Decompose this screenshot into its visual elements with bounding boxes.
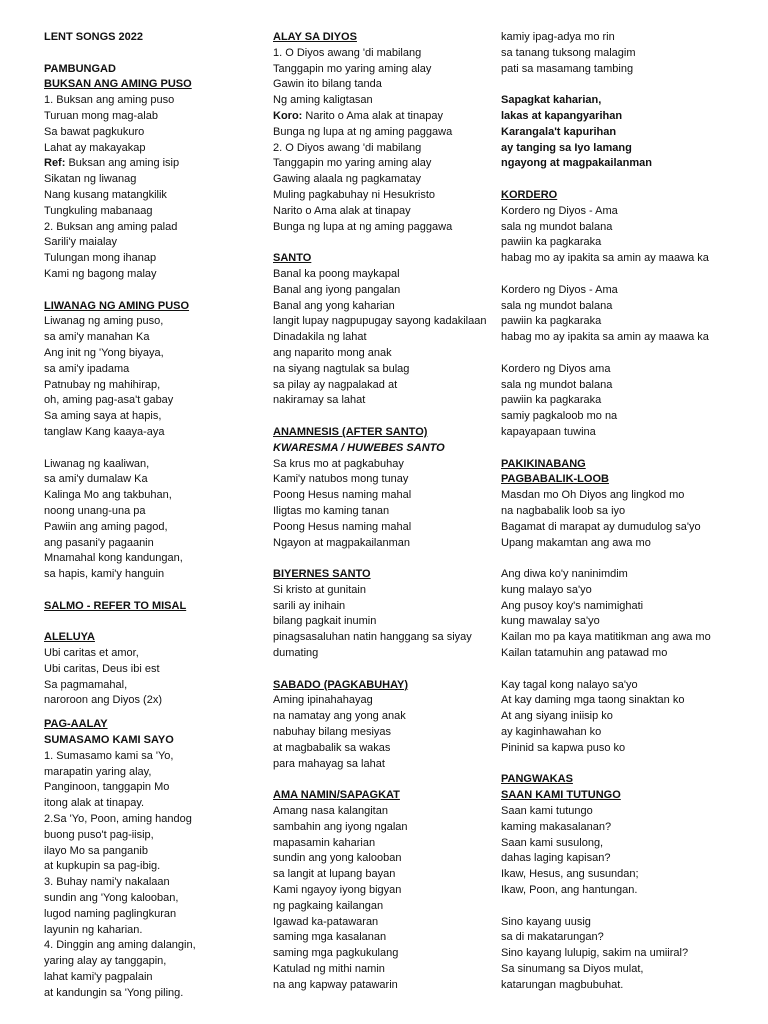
- lyric-line: sala ng mundot balana: [501, 299, 613, 312]
- lyric-line: lahat kami'y pagpalain: [44, 971, 153, 984]
- lyric-line: Kami'y natubos mong tunay: [273, 473, 409, 486]
- lyric-line: Sapagkat kaharian,: [501, 94, 602, 107]
- section-pangwakas: PANGWAKAS: [501, 773, 573, 786]
- lyric-line: habag mo ay ipakita sa amin ay maawa ka: [501, 331, 709, 344]
- lyric-line: Banal ka poong maykapal: [273, 267, 400, 280]
- song-lines-pagbabalik-2: [501, 567, 761, 662]
- lyric-line: Masdan mo Oh Diyos ang lingkod mo: [501, 489, 685, 502]
- lyric-line: nakiramay sa lahat: [273, 394, 366, 407]
- song-lines-sapagkat: [501, 93, 761, 172]
- lyric-line: ang naparito mong anak: [273, 346, 392, 359]
- song-title-pagbabalik: PAGBABALIK-LOOB: [501, 473, 609, 486]
- lyric-line: kapayapaan tuwina: [501, 425, 596, 438]
- lyric-line: sundin ang 'Yong kalooban,: [44, 892, 179, 905]
- lyric-text: Narito o Ama alak at tinapay: [302, 109, 443, 122]
- song-lines-liwanag-2: [44, 457, 256, 583]
- lyric-line: Saan kami susulong,: [501, 836, 604, 849]
- lyric-line: samiy pagkaloob mo na: [501, 410, 618, 423]
- lyric-line: Lahat ay makayakap: [44, 141, 146, 154]
- lyric-line: At ang siyang iniisip ko: [501, 710, 613, 723]
- lyric-line: [273, 109, 493, 125]
- song-subtitle-kwaresma: KWARESMA / HUWEBES SANTO: [273, 441, 445, 454]
- lyric-line: sa ami'y dumalaw Ka: [44, 473, 148, 486]
- lyric-line: para mahayag sa lahat: [273, 757, 385, 770]
- lyric-line: ang pasani'y pagaanin: [44, 536, 154, 549]
- lyric-line: kaming makasalanan?: [501, 820, 612, 833]
- lyric-line: pawiin ka pagkaraka: [501, 236, 602, 249]
- lyric-line: 1. Sumasamo kami sa 'Yo,: [44, 749, 174, 762]
- song-lines-saan-2: [501, 915, 761, 994]
- lyric-line: Katulad ng mithi namin: [273, 963, 385, 976]
- lyric-line: Kordero ng Diyos - Ama: [501, 283, 618, 296]
- lyric-line: Tulungan mong ihanap: [44, 252, 157, 265]
- lyric-line: sundin ang yong kalooban: [273, 852, 402, 865]
- lyric-line: langit lupay nagpupugay sayong kadakilaan: [273, 315, 487, 328]
- lyric-line: sala ng mundot balana: [501, 220, 613, 233]
- lyric-line: Dinadakila ng lahat: [273, 331, 367, 344]
- lyric-line: Narito o Ama alak at tinapay: [273, 204, 411, 217]
- lyric-line: bilang pagkait inumin: [273, 615, 377, 628]
- song-lines-liwanag-1: [44, 314, 256, 440]
- lyric-line: na namatay ang yong anak: [273, 710, 406, 723]
- song-lines-pagbabalik-3: [501, 678, 761, 757]
- section-salmo: SALMO - REFER TO MISAL: [44, 599, 187, 612]
- lyric-line: Pininid sa kapwa puso ko: [501, 741, 626, 754]
- song-title-biyernes: BIYERNES SANTO: [273, 568, 371, 581]
- lyric-line: dumating: [273, 647, 319, 660]
- song-lines-anamnesis: [273, 457, 493, 552]
- lyric-line: Igawad ka-patawaran: [273, 915, 379, 928]
- lyric-line: Kay tagal kong nalayo sa'yo: [501, 678, 638, 691]
- lyric-line: layunin ng kaharian.: [44, 923, 143, 936]
- lyric-line: na ang kapway patawarin: [273, 978, 398, 991]
- lyric-line: Liwanag ng aming puso,: [44, 315, 164, 328]
- section-pambungad: PAMBUNGAD: [44, 62, 116, 75]
- lyric-line: tanglaw Kang kaaya-aya: [44, 425, 165, 438]
- lyric-line: marapatin yaring alay,: [44, 765, 152, 778]
- song-title-saan: SAAN KAMI TUTUNGO: [501, 789, 621, 802]
- lyric-line: At kay daming mga taong sinaktan ko: [501, 694, 685, 707]
- lyric-line: 4. Dinggin ang aming dalangin,: [44, 939, 196, 952]
- lyric-line: sa ami'y manahan Ka: [44, 331, 150, 344]
- lyric-line: Ikaw, Hesus, ang susundan;: [501, 868, 639, 881]
- lyric-line: Amang nasa kalangitan: [273, 805, 388, 818]
- lyric-line: Sa krus mo at pagkabuhay: [273, 457, 404, 470]
- lyric-line: na nagbabalik loob sa iyo: [501, 504, 626, 517]
- lyric-line: Panginoon, tanggapin Mo: [44, 781, 170, 794]
- lyric-line: Mnamahal kong kandungan,: [44, 552, 183, 565]
- lyric-line: itong alak at tinapay.: [44, 797, 145, 810]
- lyric-line: dahas laging kapisan?: [501, 852, 611, 865]
- lyric-line: Gawin ito bilang tanda: [273, 78, 382, 91]
- lyric-line: pawiin ka pagkaraka: [501, 315, 602, 328]
- lyric-line: Pawiin ang aming pagod,: [44, 520, 168, 533]
- song-title-sumasamo: SUMASAMO KAMI SAYO: [44, 734, 174, 747]
- lyric-line: Sa pagmamahal,: [44, 678, 128, 691]
- lyric-line: at kandungin sa 'Yong piling.: [44, 986, 184, 999]
- song-lines-kordero-3: [501, 362, 761, 441]
- lyric-line: Sikatan ng liwanag: [44, 173, 137, 186]
- lyric-line: saming mga kasalanan: [273, 931, 387, 944]
- lyric-line: naroroon ang Diyos (2x): [44, 694, 163, 707]
- lyric-line: ilayo Mo sa panganib: [44, 844, 148, 857]
- lyric-line: noong unang-una pa: [44, 504, 146, 517]
- song-title-kordero: KORDERO: [501, 188, 558, 201]
- song-title-ama: AMA NAMIN/SAPAGKAT: [273, 789, 400, 802]
- lyric-line: Muling pagkabuhay ni Hesukristo: [273, 188, 436, 201]
- column-3: [501, 30, 761, 994]
- lyric-line: 1. O Diyos awang 'di mabilang: [273, 46, 422, 59]
- lyric-label: Koro:: [273, 109, 303, 122]
- lyric-line: Kami ng bagong malay: [44, 267, 157, 280]
- song-title-anamnesis: ANAMNESIS (AFTER SANTO): [273, 425, 428, 438]
- song-lines-pagbabalik-1: [501, 488, 761, 551]
- lyric-line: Nang kusang matangkilik: [44, 188, 167, 201]
- lyric-line: 3. Buhay nami'y nakalaan: [44, 876, 170, 889]
- lyric-line: sarili ay inihain: [273, 599, 346, 612]
- lyric-line: Sa aming saya at hapis,: [44, 410, 162, 423]
- lyric-line: pati sa masamang tambing: [501, 62, 634, 75]
- lyric-line: Kailan tatamuhin ang patawad mo: [501, 647, 668, 660]
- song-lines-aleluya: [44, 646, 256, 709]
- lyric-line: Karangala't kapurihan: [501, 125, 617, 138]
- lyric-line: pinagsasaluhan natin hanggang sa siyay: [273, 631, 472, 644]
- lyric-line: Tungkuling mabanaag: [44, 204, 153, 217]
- lyric-line: Patnubay ng mahihirap,: [44, 378, 161, 391]
- lyric-line: Bunga ng lupa at ng aming paggawa: [273, 125, 453, 138]
- song-lines-buksan: [44, 93, 256, 283]
- section-pakikinabang: PAKIKINABANG: [501, 457, 586, 470]
- song-lines-sabado: [273, 693, 493, 772]
- lyric-line: Ubi caritas et amor,: [44, 647, 139, 660]
- song-title-sabado: SABADO (PAGKABUHAY): [273, 678, 409, 691]
- lyric-line: lugod naming paglingkuran: [44, 907, 177, 920]
- lyric-line: saming mga pagkukulang: [273, 947, 399, 960]
- lyric-line: Bagamat di marapat ay dumudulog sa'yo: [501, 520, 701, 533]
- lyric-line: sambahin ang iyong ngalan: [273, 820, 408, 833]
- song-title-aleluya: ALELUYA: [44, 631, 95, 644]
- song-lines-saan-1: [501, 804, 761, 899]
- lyric-line: ng pagkaing kailangan: [273, 899, 384, 912]
- lyric-line: Ubi caritas, Deus ibi est: [44, 662, 160, 675]
- song-title-buksan: BUKSAN ANG AMING PUSO: [44, 78, 192, 91]
- lyric-line: sa langit at lupang bayan: [273, 868, 396, 881]
- lyric-line: kung malayo sa'yo: [501, 583, 592, 596]
- lyric-line: Poong Hesus naming mahal: [273, 489, 412, 502]
- lyric-line: Ikaw, Poon, ang hantungan.: [501, 884, 638, 897]
- lyric-line: sa pilay ay nagpalakad at: [273, 378, 398, 391]
- lyric-line: sa tanang tuksong malagim: [501, 46, 636, 59]
- lyric-line: Sino kayang lulupig, sakim na umiiral?: [501, 947, 689, 960]
- lyric-line: oh, aming pag-asa't gabay: [44, 394, 174, 407]
- lyric-line: ay kaginhawahan ko: [501, 726, 602, 739]
- lyric-line: Kordero ng Diyos - Ama: [501, 204, 618, 217]
- lyric-line: Sa sinumang sa Diyos mulat,: [501, 963, 644, 976]
- song-lines-biyernes: [273, 583, 493, 662]
- lyric-line: Sa bawat pagkukuro: [44, 125, 145, 138]
- lyric-line: Turuan mong mag-alab: [44, 109, 158, 122]
- lyric-line: sa di makatarungan?: [501, 931, 604, 944]
- lyric-line: Tanggapin mo yaring aming alay: [273, 62, 432, 75]
- lyric-line: at kupkupin sa pag-ibig.: [44, 860, 161, 873]
- lyric-line: 2.Sa 'Yo, Poon, aming handog: [44, 813, 192, 826]
- lyric-line: Bunga ng lupa at ng aming paggawa: [273, 220, 453, 233]
- lyric-line: Gawing alaala ng pagkamatay: [273, 173, 421, 186]
- lyric-line: Ng aming kaligtasan: [273, 94, 373, 107]
- document-title: LENT SONGS 2022: [44, 31, 144, 43]
- lyric-line: Saan kami tutungo: [501, 805, 593, 818]
- lyric-line: Upang makamtan ang awa mo: [501, 536, 651, 549]
- song-title-santo: SANTO: [273, 252, 312, 265]
- song-title-alay: ALAY SA DIYOS: [273, 31, 357, 43]
- lyric-line: [44, 156, 256, 172]
- lyric-line: Sino kayang uusig: [501, 915, 591, 928]
- lyric-line: Aming ipinahahayag: [273, 694, 373, 707]
- lyric-line: mapasamin kaharian: [273, 836, 376, 849]
- lyric-line: Tanggapin mo yaring aming alay: [273, 157, 432, 170]
- lyric-text: Buksan ang aming isip: [65, 157, 180, 170]
- lyric-line: Banal ang yong kaharian: [273, 299, 395, 312]
- column-1: [44, 30, 256, 1002]
- song-lines-ama-cont: [501, 30, 761, 77]
- lyric-line: Banal ang iyong pangalan: [273, 283, 401, 296]
- lyric-line: 2. Buksan ang aming palad: [44, 220, 178, 233]
- lyric-line: Kami ngayoy iyong bigyan: [273, 884, 402, 897]
- lyric-line: katarungan magbubuhat.: [501, 978, 624, 991]
- lyric-label: Ref:: [44, 157, 66, 170]
- song-title-liwanag: LIWANAG NG AMING PUSO: [44, 299, 190, 312]
- lyric-line: sa ami'y ipadama: [44, 362, 130, 375]
- lyric-line: Ang init ng 'Yong biyaya,: [44, 346, 164, 359]
- lyric-line: buong puso't pag-iisip,: [44, 828, 154, 841]
- lyric-line: Ang diwa ko'y naninimdim: [501, 568, 628, 581]
- lyric-line: Ngayon at magpakailanman: [273, 536, 410, 549]
- song-lines-alay: [273, 46, 493, 236]
- lyric-line: nabuhay bilang mesiyas: [273, 726, 392, 739]
- lyric-line: habag mo ay ipakita sa amin ay maawa ka: [501, 252, 709, 265]
- song-lines-ama: [273, 804, 493, 994]
- lyric-line: Si kristo at gunitain: [273, 583, 366, 596]
- lyric-line: sa hapis, kami'y hanguin: [44, 568, 165, 581]
- lyric-line: yaring alay ay tanggapin,: [44, 955, 167, 968]
- lyric-line: Kalinga Mo ang takbuhan,: [44, 489, 172, 502]
- lyric-line: kung mawalay sa'yo: [501, 615, 600, 628]
- lyric-line: 1. Buksan ang aming puso: [44, 94, 175, 107]
- lyric-line: ngayong at magpakailanman: [501, 157, 652, 170]
- song-lines-kordero-1: [501, 204, 761, 267]
- lyric-line: lakas at kapangyarihan: [501, 109, 623, 122]
- lyric-line: Kordero ng Diyos ama: [501, 362, 611, 375]
- lyric-line: at magbabalik sa wakas: [273, 741, 391, 754]
- lyric-line: kamiy ipag-adya mo rin: [501, 31, 615, 43]
- section-pagaalay: PAG-AALAY: [44, 718, 108, 731]
- song-lines-sumasamo: [44, 749, 256, 1002]
- column-2: [273, 30, 493, 994]
- song-lines-kordero-2: [501, 283, 761, 346]
- lyric-line: Ang pusoy koy's namimighati: [501, 599, 644, 612]
- lyric-line: Kailan mo pa kaya matitikman ang awa mo: [501, 631, 711, 644]
- song-lines-santo: [273, 267, 493, 409]
- lyric-line: 2. O Diyos awang 'di mabilang: [273, 141, 422, 154]
- lyric-line: Liwanag ng kaaliwan,: [44, 457, 150, 470]
- lyric-line: ay tanging sa Iyo lamang: [501, 141, 632, 154]
- lyric-line: pawiin ka pagkaraka: [501, 394, 602, 407]
- lyric-line: Iligtas mo kaming tanan: [273, 504, 390, 517]
- lyric-line: Sarili'y maialay: [44, 236, 118, 249]
- lyric-line: Poong Hesus naming mahal: [273, 520, 412, 533]
- lyric-line: sala ng mundot balana: [501, 378, 613, 391]
- lyric-line: na siyang nagtulak sa bulag: [273, 362, 410, 375]
